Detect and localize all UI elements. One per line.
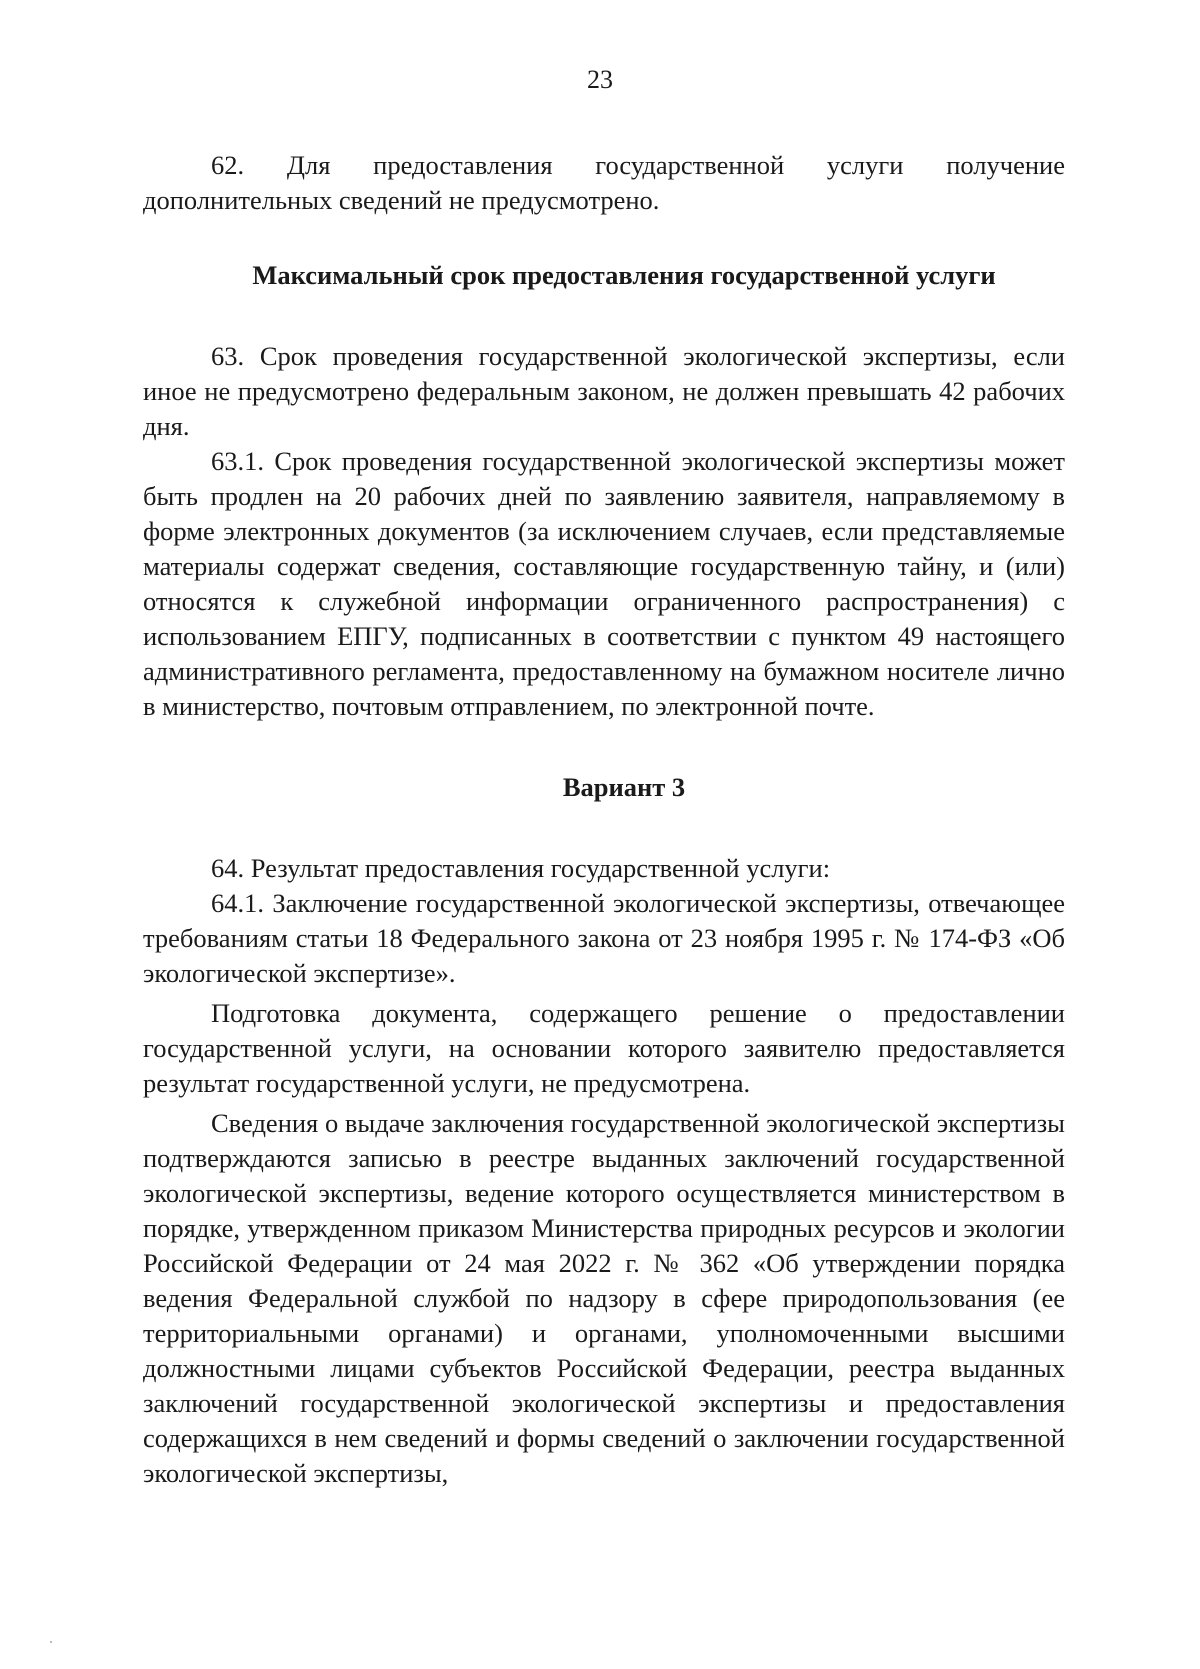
section-heading-variant-3: Вариант 3 — [562, 772, 686, 802]
paragraph-64: 64. Результат предоставления государственной услуги: — [211, 853, 831, 883]
page-number: 23 — [587, 65, 613, 94]
paragraph-62: 62. Для предоставления государственной услуги получение дополнительных сведений не предусмотрено. — [143, 150, 1065, 215]
document-body — [143, 148, 1065, 1491]
paragraph-64-1: 64.1. Заключение государственной экологической экспертизы, отвечающее требованиям статьи 18 Федерального закона от 23 ноября 1995 г. № 174-ФЗ «Об экологической экспертизе». — [143, 888, 1065, 988]
paragraph-63: 63. Срок проведения государственной экологической экспертизы, если иное не предусмотрено федеральным законом, не должен превышать 42 рабочих дня. — [143, 341, 1065, 441]
section-heading-max-term: Максимальный срок предоставления государственной услуги — [252, 260, 996, 290]
paragraph-63-1: 63.1. Срок проведения государственной экологической экспертизы может быть продлен на 20 рабочих дней по заявлению заявителя, направляемому в форме электронных документов (за исключением случаев, если представляемые материалы содержат сведения, составляющие государственную тайну, и (или) относятся к служебной информации ограниченного распространения) с использованием ЕПГУ, подписанных в соответствии с пунктом 49 настоящего административного регламента, предоставленному на бумажном носителе лично в министерство, почтовым отправлением, по электронной почте. — [143, 446, 1065, 721]
paragraph-preparation: Подготовка документа, содержащего решение о предоставлении государственной услуги, на основании которого заявителю предоставляется результат государственной услуги, не предусмотрена. — [143, 998, 1065, 1098]
scan-artifact — [50, 1641, 52, 1643]
paragraph-registry: Сведения о выдаче заключения государственной экологической экспертизы подтверждаются записью в реестре выданных заключений государственной экологической экспертизы, ведение которого осуществляется министерством в порядке, утвержденном приказом Министерства природных ресурсов и экологии Российской Федерации от 24 мая 2022 г. № 362 «Об утверждении порядка ведения Федеральной службой по надзору в сфере природопользования (ее территориальными органами) и органами, уполномоченными высшими должностными лицами субъектов Российской Федерации, реестра выданных заключений государственной экологической экспертизы и предоставления содержащихся в нем сведений и формы сведений о заключении государственной экологической экспертизы, — [143, 1108, 1065, 1488]
